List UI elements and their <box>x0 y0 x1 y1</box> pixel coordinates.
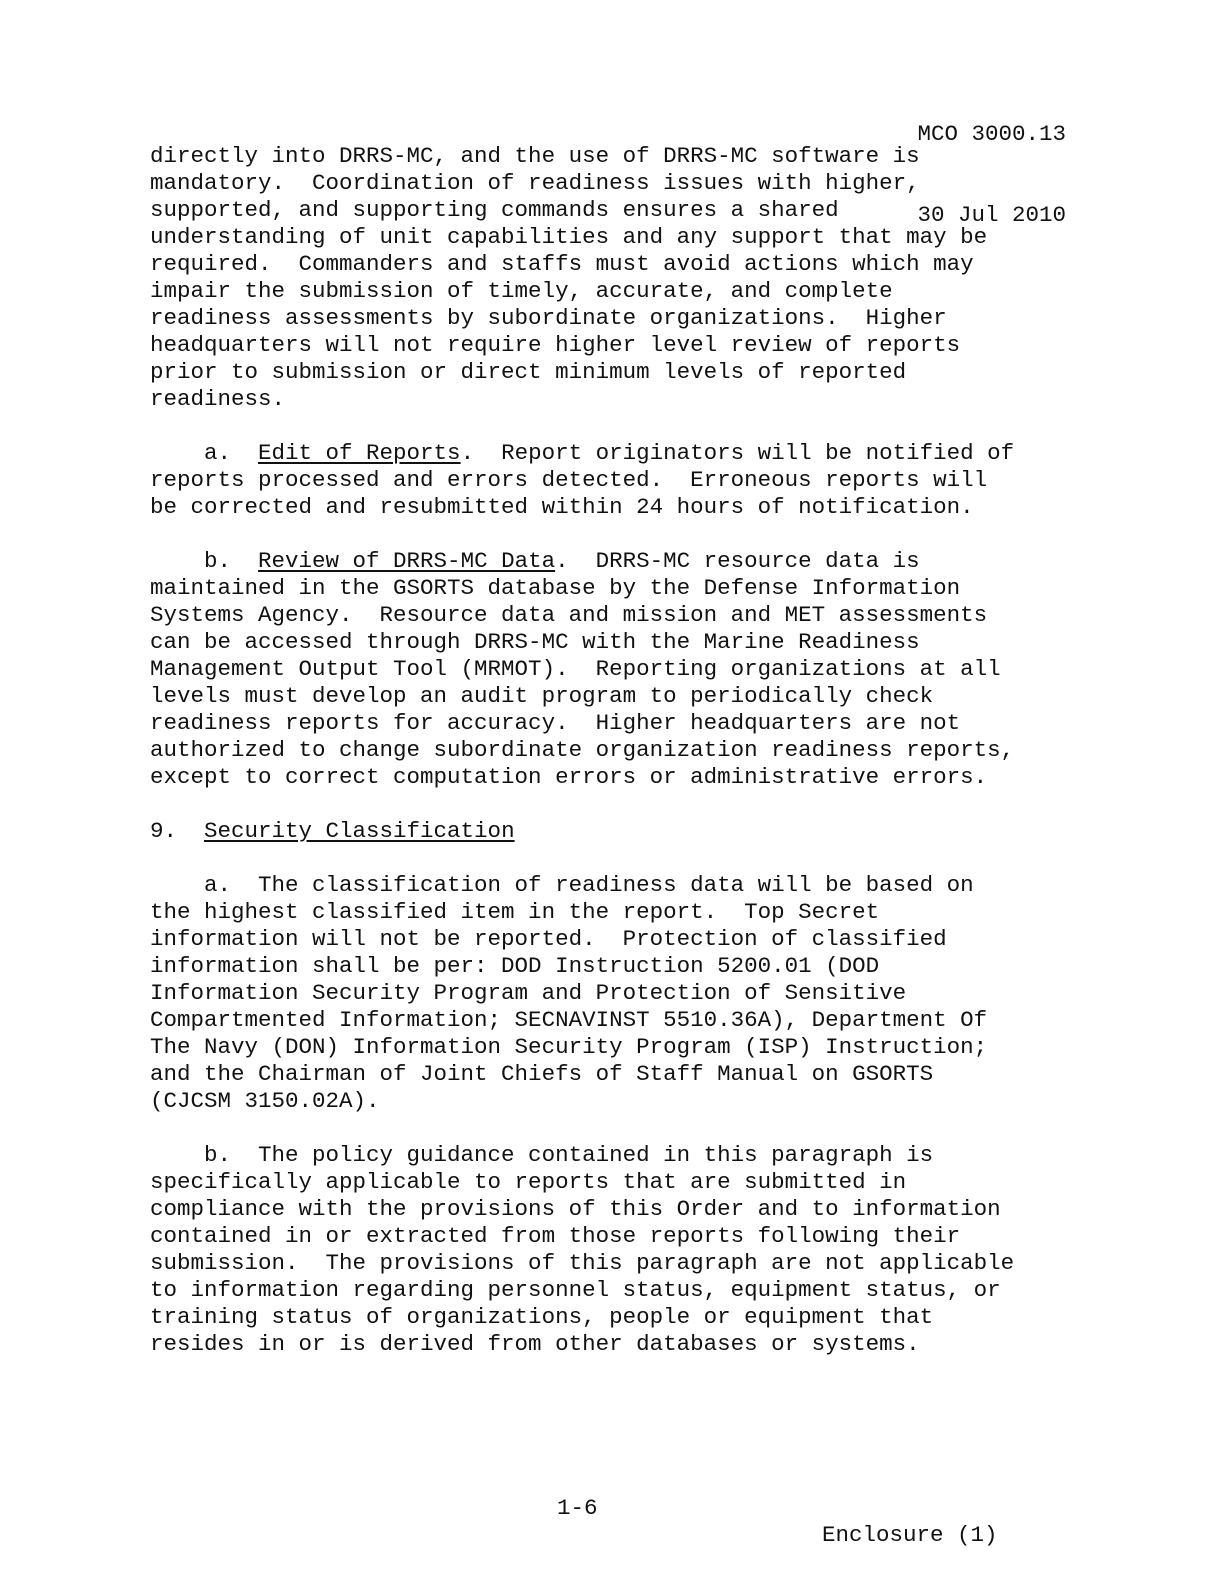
paragraph-title: Review of DRRS-MC Data <box>258 548 556 574</box>
text-line: directly into DRRS-MC, and the use of DRRS-MC software is <box>150 143 920 169</box>
text-line: Systems Agency. Resource data and mission and MET assessments <box>150 602 988 628</box>
text-line: readiness. <box>150 386 286 412</box>
paragraph-spacer <box>150 413 1080 440</box>
text-line: information shall be per: DOD Instruction 5200.01 (DOD <box>150 953 880 979</box>
text-line: prior to submission or direct minimum levels of reported <box>150 359 907 385</box>
text-line: information will not be reported. Protection of classified <box>150 926 947 952</box>
text-line: except to correct computation errors or administrative errors. <box>150 764 988 790</box>
paragraph-label: b. <box>150 548 259 574</box>
text-line: a. The classification of readiness data will be based on <box>150 872 974 898</box>
order-date: 30 Jul 2010 <box>917 202 1066 228</box>
paragraph-b-review-of-data <box>150 548 1080 791</box>
text-line: to information regarding personnel status, equipment status, or <box>150 1277 1001 1303</box>
text-line: resides in or is derived from other databases or systems. <box>150 1331 920 1357</box>
text-line: authorized to change subordinate organization readiness reports, <box>150 737 1015 763</box>
paragraph-spacer <box>150 1115 1080 1142</box>
paragraph-spacer <box>150 791 1080 818</box>
paragraph-title: Edit of Reports <box>258 440 461 466</box>
text-line: the highest classified item in the report. Top Secret <box>150 899 880 925</box>
text-line: Compartmented Information; SECNAVINST 5510.36A), Department Of <box>150 1007 988 1033</box>
text-line: specifically applicable to reports that are submitted in <box>150 1169 907 1195</box>
section-number: 9. <box>150 818 205 844</box>
text-line: Management Output Tool (MRMOT). Reporting organizations at all <box>150 656 1001 682</box>
text-line: reports processed and errors detected. Erroneous reports will <box>150 467 988 493</box>
enclosure-label: Enclosure (1) <box>822 1522 998 1548</box>
text-line: Information Security Program and Protection of Sensitive <box>150 980 907 1006</box>
text-line: training status of organizations, people or equipment that <box>150 1304 934 1330</box>
paragraph-first-line <box>150 548 1080 575</box>
text-line: maintained in the GSORTS database by the Defense Information <box>150 575 961 601</box>
text-line: understanding of unit capabilities and any support that may be <box>150 224 988 250</box>
paragraph-a-edit-of-reports <box>150 440 1080 521</box>
text-line: required. Commanders and staffs must avoid actions which may <box>150 251 974 277</box>
text-line: be corrected and resubmitted within 24 hours of notification. <box>150 494 974 520</box>
text-line: levels must develop an audit program to periodically check <box>150 683 934 709</box>
text-line: b. The policy guidance contained in this paragraph is <box>150 1142 934 1168</box>
text-line: mandatory. Coordination of readiness issues with higher, <box>150 170 920 196</box>
paragraph-label: a. <box>150 440 259 466</box>
text-line: impair the submission of timely, accurate, and complete <box>150 278 893 304</box>
text-line: readiness assessments by subordinate organizations. Higher <box>150 305 947 331</box>
order-number: MCO 3000.13 <box>917 121 1066 147</box>
section-9-paragraph-b <box>150 1142 1080 1358</box>
paragraph-text: . Report originators will be notified of <box>460 440 1015 466</box>
page-number: 1-6 <box>557 1495 598 1521</box>
text-line: supported, and supporting commands ensures a shared <box>150 197 839 223</box>
text-line: and the Chairman of Joint Chiefs of Staff Manual on GSORTS <box>150 1061 934 1087</box>
text-line: submission. The provisions of this paragraph are not applicable <box>150 1250 1015 1276</box>
text-line: (CJCSM 3150.02A). <box>150 1088 380 1114</box>
paragraph-spacer <box>150 845 1080 872</box>
text-line: The Navy (DON) Information Security Program (ISP) Instruction; <box>150 1034 988 1060</box>
section-heading <box>150 818 1080 845</box>
text-line: headquarters will not require higher level review of reports <box>150 332 961 358</box>
text-line: can be accessed through DRRS-MC with the Marine Readiness <box>150 629 920 655</box>
text-line: compliance with the provisions of this Order and to information <box>150 1196 1001 1222</box>
text-line: contained in or extracted from those reports following their <box>150 1223 961 1249</box>
intro-paragraph <box>150 143 1080 413</box>
section-title: Security Classification <box>204 818 515 844</box>
paragraph-text: . DRRS-MC resource data is <box>555 548 920 574</box>
text-line: readiness reports for accuracy. Higher headquarters are not <box>150 710 961 736</box>
paragraph-first-line <box>150 440 1080 467</box>
document-footer <box>0 1468 1224 1548</box>
document-body <box>150 143 1080 1358</box>
section-9-paragraph-a <box>150 872 1080 1115</box>
paragraph-spacer <box>150 521 1080 548</box>
